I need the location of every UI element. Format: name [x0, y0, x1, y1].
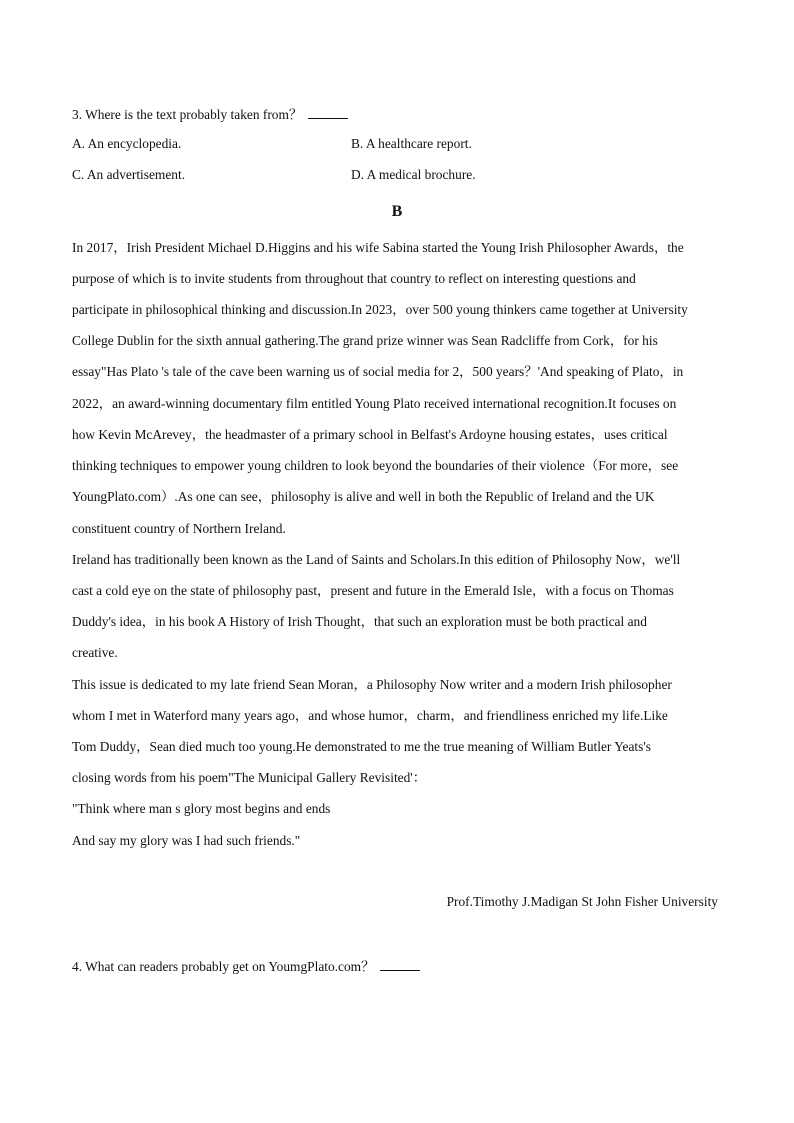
- passage-line: thinking techniques to empower young children to look beyond the boundaries of their violence（For more，see: [72, 458, 679, 473]
- option-c: C. An advertisement.: [72, 167, 186, 182]
- passage-line: 2022，an award-winning documentary film entitled Young Plato received international recognition.It focuses on: [72, 396, 677, 411]
- option-a: A. An encyclopedia.: [72, 136, 182, 151]
- question-3-text: 3. Where is the text probably taken from？: [72, 107, 303, 122]
- passage-line: YoungPlato.com）.As one can see，philosophy is alive and well in both the Republic of Ireland and the UK: [72, 489, 655, 504]
- question-4-text: 4. What can readers probably get on YoumgPlato.com？: [72, 959, 375, 974]
- passage-line: College Dublin for the sixth annual gathering.The grand prize winner was Sean Radcliffe from Cork，for his: [72, 333, 658, 348]
- passage-line: Tom Duddy，Sean died much too young.He demonstrated to me the true meaning of William Butler Yeats's: [72, 739, 651, 754]
- question-3: [72, 104, 348, 123]
- option-d: D. A medical brochure.: [351, 167, 476, 182]
- passage-line: creative.: [72, 645, 118, 660]
- passage-line: cast a cold eye on the state of philosophy past，present and future in the Emerald Isle，with a focus on Thomas: [72, 583, 674, 598]
- passage-line: Ireland has traditionally been known as the Land of Saints and Scholars.In this edition of Philosophy Now，we'll: [72, 552, 681, 567]
- passage-line: In 2017，Irish President Michael D.Higgins and his wife Sabina started the Young Irish Philosopher Awards，the: [72, 240, 684, 255]
- question-4: [72, 956, 420, 975]
- poem-line: And say my glory was I had such friends.": [72, 833, 301, 848]
- passage-line: This issue is dedicated to my late friend Sean Moran，a Philosophy Now writer and a modern Irish philosopher: [72, 677, 672, 692]
- passage-line: constituent country of Northern Ireland.: [72, 521, 286, 536]
- passage-line: Duddy's idea，in his book A History of Irish Thought，that such an exploration must be both practical and: [72, 614, 647, 629]
- passage-line: participate in philosophical thinking and discussion.In 2023，over 500 young thinkers came together at University: [72, 302, 688, 317]
- passage-line: purpose of which is to invite students from throughout that country to reflect on interesting questions and: [72, 271, 636, 286]
- option-b: B. A healthcare report.: [351, 136, 472, 151]
- passage-line: whom I met in Waterford many years ago，and whose humor，charm，and friendliness enriched my life.Like: [72, 708, 668, 723]
- passage-line: essay"Has Plato 's tale of the cave been warning us of social media for 2，500 years？'And speaking of Plato，in: [72, 364, 684, 379]
- passage-line: how Kevin McArevey，the headmaster of a primary school in Belfast's Ardoyne housing estates，uses critical: [72, 427, 668, 442]
- poem-line: "Think where man s glory most begins and ends: [72, 801, 331, 816]
- answer-blank[interactable]: [308, 106, 348, 119]
- section-title: B: [391, 203, 403, 220]
- author-signature: Prof.Timothy J.Madigan St John Fisher University: [446, 894, 718, 909]
- passage-line: closing words from his poem"The Municipal Gallery Revisited'：: [72, 770, 427, 785]
- answer-blank[interactable]: [380, 958, 420, 971]
